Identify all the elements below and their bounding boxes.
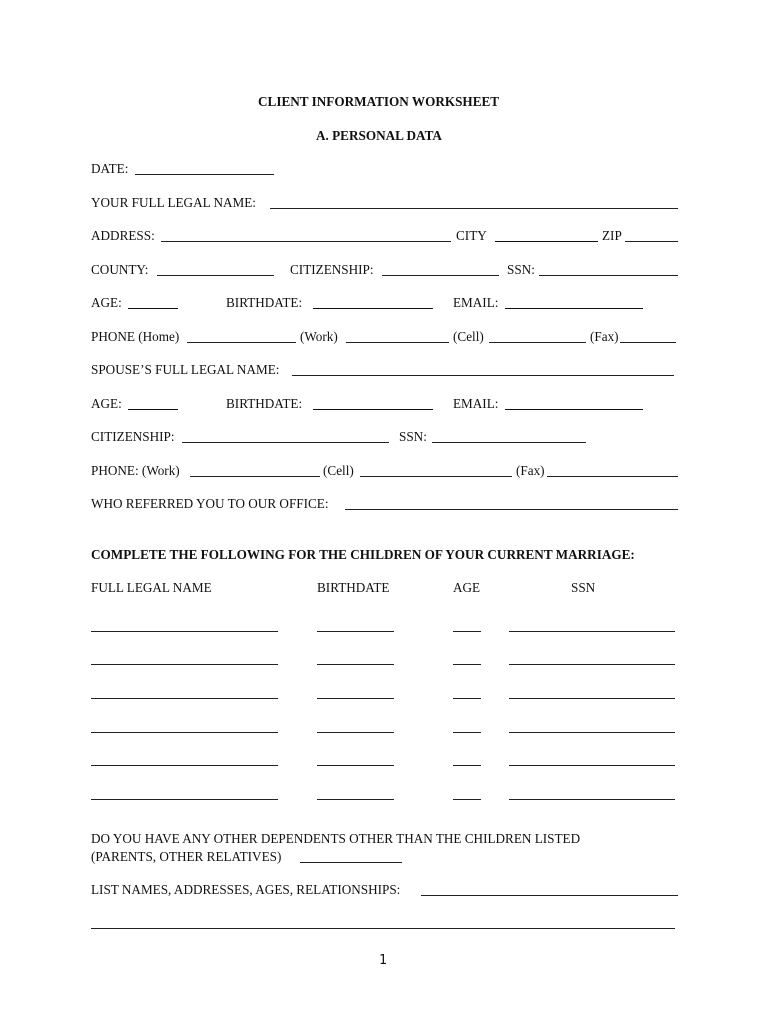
dependents-question: DO YOU HAVE ANY OTHER DEPENDENTS OTHER THAN THE CHILDREN LISTED bbox=[91, 831, 581, 846]
citizenship-label: CITIZENSHIP: bbox=[290, 262, 374, 277]
full-name-label: YOUR FULL LEGAL NAME: bbox=[91, 195, 256, 210]
city-field[interactable] bbox=[495, 228, 598, 242]
phone-fax-label: (Fax) bbox=[590, 329, 619, 344]
dependents-answer-field[interactable] bbox=[300, 849, 402, 863]
ssn-field[interactable] bbox=[539, 262, 678, 276]
spouse-phone-cell-label: (Cell) bbox=[323, 463, 354, 478]
spouse-name-field[interactable] bbox=[292, 362, 674, 376]
zip-field[interactable] bbox=[625, 228, 678, 242]
date-field[interactable] bbox=[135, 161, 274, 175]
child-ssn-field[interactable] bbox=[509, 685, 675, 699]
county-label: COUNTY: bbox=[91, 262, 149, 277]
dependents-question-cont: (PARENTS, OTHER RELATIVES) bbox=[91, 849, 282, 864]
children-heading: COMPLETE THE FOLLOWING FOR THE CHILDREN OF YOUR CURRENT MARRIAGE: bbox=[91, 547, 635, 562]
date-label: DATE: bbox=[91, 161, 129, 176]
child-age-field[interactable] bbox=[453, 719, 481, 733]
spouse-phone-work-field[interactable] bbox=[190, 463, 320, 477]
phone-work-field[interactable] bbox=[346, 329, 449, 343]
column-header: AGE bbox=[453, 580, 481, 595]
child-name-field[interactable] bbox=[91, 651, 278, 665]
spouse-ssn-label: SSN: bbox=[399, 429, 427, 444]
spouse-citizenship-field[interactable] bbox=[182, 429, 389, 443]
age-label: AGE: bbox=[91, 295, 122, 310]
spouse-phone-fax-field[interactable] bbox=[547, 463, 678, 477]
phone-work-label: (Work) bbox=[300, 329, 338, 344]
ssn-label: SSN: bbox=[507, 262, 535, 277]
spouse-email-field[interactable] bbox=[505, 396, 643, 410]
spouse-ssn-field[interactable] bbox=[432, 429, 586, 443]
phone-cell-label: (Cell) bbox=[453, 329, 484, 344]
phone-fax-field[interactable] bbox=[620, 329, 676, 343]
child-age-field[interactable] bbox=[453, 786, 481, 800]
address-label: ADDRESS: bbox=[91, 228, 155, 243]
referred-field[interactable] bbox=[345, 496, 678, 510]
list-label: LIST NAMES, ADDRESSES, AGES, RELATIONSHIPS: bbox=[91, 882, 401, 897]
child-birthdate-field[interactable] bbox=[317, 719, 394, 733]
spouse-age-field[interactable] bbox=[128, 396, 178, 410]
child-birthdate-field[interactable] bbox=[317, 685, 394, 699]
child-name-field[interactable] bbox=[91, 618, 278, 632]
child-age-field[interactable] bbox=[453, 651, 481, 665]
child-ssn-field[interactable] bbox=[509, 719, 675, 733]
zip-label: ZIP bbox=[602, 228, 622, 243]
spouse-birthdate-field[interactable] bbox=[313, 396, 433, 410]
city-label: CITY bbox=[456, 228, 487, 243]
birthdate-label: BIRTHDATE: bbox=[226, 295, 303, 310]
address-field[interactable] bbox=[161, 228, 451, 242]
spouse-citizenship-label: CITIZENSHIP: bbox=[91, 429, 175, 444]
email-field[interactable] bbox=[505, 295, 643, 309]
child-ssn-field[interactable] bbox=[509, 618, 675, 632]
column-header: BIRTHDATE bbox=[317, 580, 390, 595]
spouse-email-label: EMAIL: bbox=[453, 396, 499, 411]
child-age-field[interactable] bbox=[453, 618, 481, 632]
county-field[interactable] bbox=[157, 262, 274, 276]
child-birthdate-field[interactable] bbox=[317, 618, 394, 632]
column-header: FULL LEGAL NAME bbox=[91, 580, 212, 595]
spouse-age-label: AGE: bbox=[91, 396, 122, 411]
column-header: SSN bbox=[571, 580, 596, 595]
child-name-field[interactable] bbox=[91, 786, 278, 800]
child-name-field[interactable] bbox=[91, 719, 278, 733]
email-label: EMAIL: bbox=[453, 295, 499, 310]
child-ssn-field[interactable] bbox=[509, 752, 675, 766]
child-age-field[interactable] bbox=[453, 685, 481, 699]
child-name-field[interactable] bbox=[91, 752, 278, 766]
child-age-field[interactable] bbox=[453, 752, 481, 766]
list-field[interactable] bbox=[421, 882, 678, 896]
child-ssn-field[interactable] bbox=[509, 786, 675, 800]
page-number: 1 bbox=[379, 953, 387, 968]
age-field[interactable] bbox=[128, 295, 178, 309]
referred-label: WHO REFERRED YOU TO OUR OFFICE: bbox=[91, 496, 329, 511]
child-birthdate-field[interactable] bbox=[317, 752, 394, 766]
child-ssn-field[interactable] bbox=[509, 651, 675, 665]
spouse-phone-fax-label: (Fax) bbox=[516, 463, 545, 478]
birthdate-field[interactable] bbox=[313, 295, 433, 309]
spouse-phone-work-label: PHONE: (Work) bbox=[91, 463, 180, 478]
phone-home-label: PHONE (Home) bbox=[91, 329, 180, 344]
spouse-name-label: SPOUSE’S FULL LEGAL NAME: bbox=[91, 362, 280, 377]
page-title: CLIENT INFORMATION WORKSHEET bbox=[258, 94, 500, 109]
citizenship-field[interactable] bbox=[382, 262, 499, 276]
spouse-birthdate-label: BIRTHDATE: bbox=[226, 396, 303, 411]
list-field-continued[interactable] bbox=[91, 915, 675, 929]
phone-cell-field[interactable] bbox=[489, 329, 586, 343]
phone-home-field[interactable] bbox=[187, 329, 296, 343]
child-birthdate-field[interactable] bbox=[317, 786, 394, 800]
child-birthdate-field[interactable] bbox=[317, 651, 394, 665]
spouse-phone-cell-field[interactable] bbox=[360, 463, 512, 477]
full-name-field[interactable] bbox=[270, 195, 678, 209]
child-name-field[interactable] bbox=[91, 685, 278, 699]
section-heading: A. PERSONAL DATA bbox=[316, 128, 442, 143]
